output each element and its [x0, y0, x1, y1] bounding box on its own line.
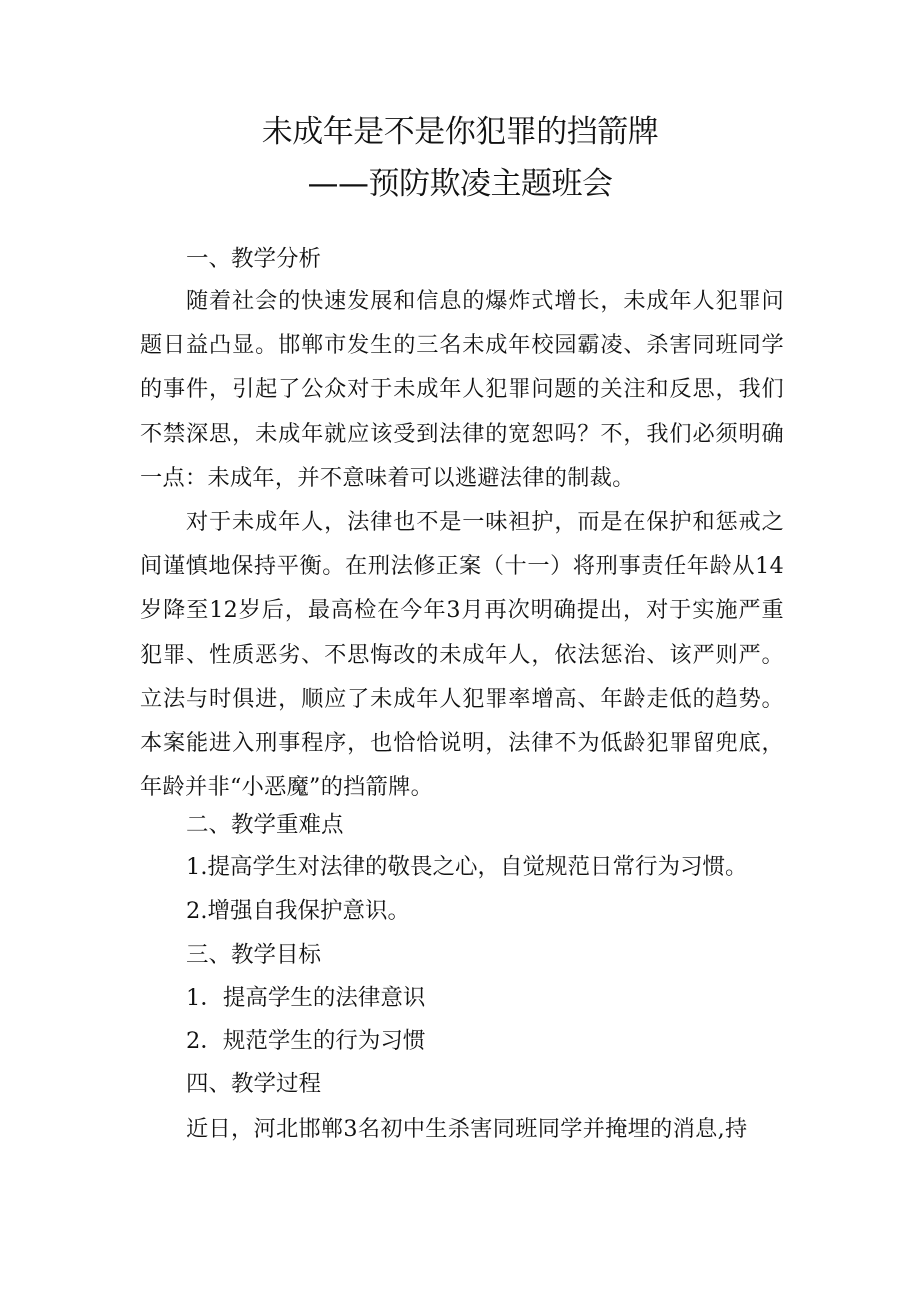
- paragraph-analysis-2: 对于未成年人，法律也不是一味袒护，而是在保护和惩戒之间谨慎地保持平衡。在刑法修正案（十一）将刑事责任年龄从14岁降至12岁后，最高检在今年3月再次明确提出，对于实施严重犯罪、性质恶劣、不思悔改的未成年人，依法惩治、该严则严。立法与时俱进，顺应了未成年人犯罪率增高、年龄走低的趋势。本案能进入刑事程序，也恰恰说明，法律不为低龄犯罪留兜底，年龄并非“小恶魔”的挡箭牌。: [140, 509, 784, 801]
- section-heading-goals: 三、教学目标: [186, 942, 322, 968]
- paragraph-analysis-1: 随着社会的快速发展和信息的爆炸式增长，未成年人犯罪问题日益凸显。邯郸市发生的三名未成年校园霸凌、杀害同班同学的事件，引起了公众对于未成年人犯罪问题的关注和反思，我们不禁深思，未成年就应该受到法律的宽恕吗？不，我们必须明确一点：未成年，并不意味着可以逃避法律的制裁。: [140, 288, 784, 491]
- document-title: [0, 106, 920, 210]
- key-point-item-2: 2.增强自我保护意识。: [186, 898, 410, 924]
- section-heading-key-points: 二、教学重难点: [186, 812, 344, 838]
- title-line-2: ——预防欺凌主题班会: [307, 166, 613, 202]
- paragraph-process-1: 近日，河北邯郸3名初中生杀害同班同学并掩埋的消息,持: [186, 1116, 748, 1142]
- goal-item-1: 1．提高学生的法律意识: [186, 985, 426, 1011]
- section-heading-analysis: 一、教学分析: [186, 246, 322, 272]
- goal-item-2: 2．规范学生的行为习惯: [186, 1028, 426, 1054]
- key-point-item-1: 1.提高学生对法律的敬畏之心，自觉规范日常行为习惯。: [186, 854, 748, 880]
- title-line-1: 未成年是不是你犯罪的挡箭牌: [261, 114, 659, 150]
- section-heading-process: 四、教学过程: [186, 1071, 322, 1097]
